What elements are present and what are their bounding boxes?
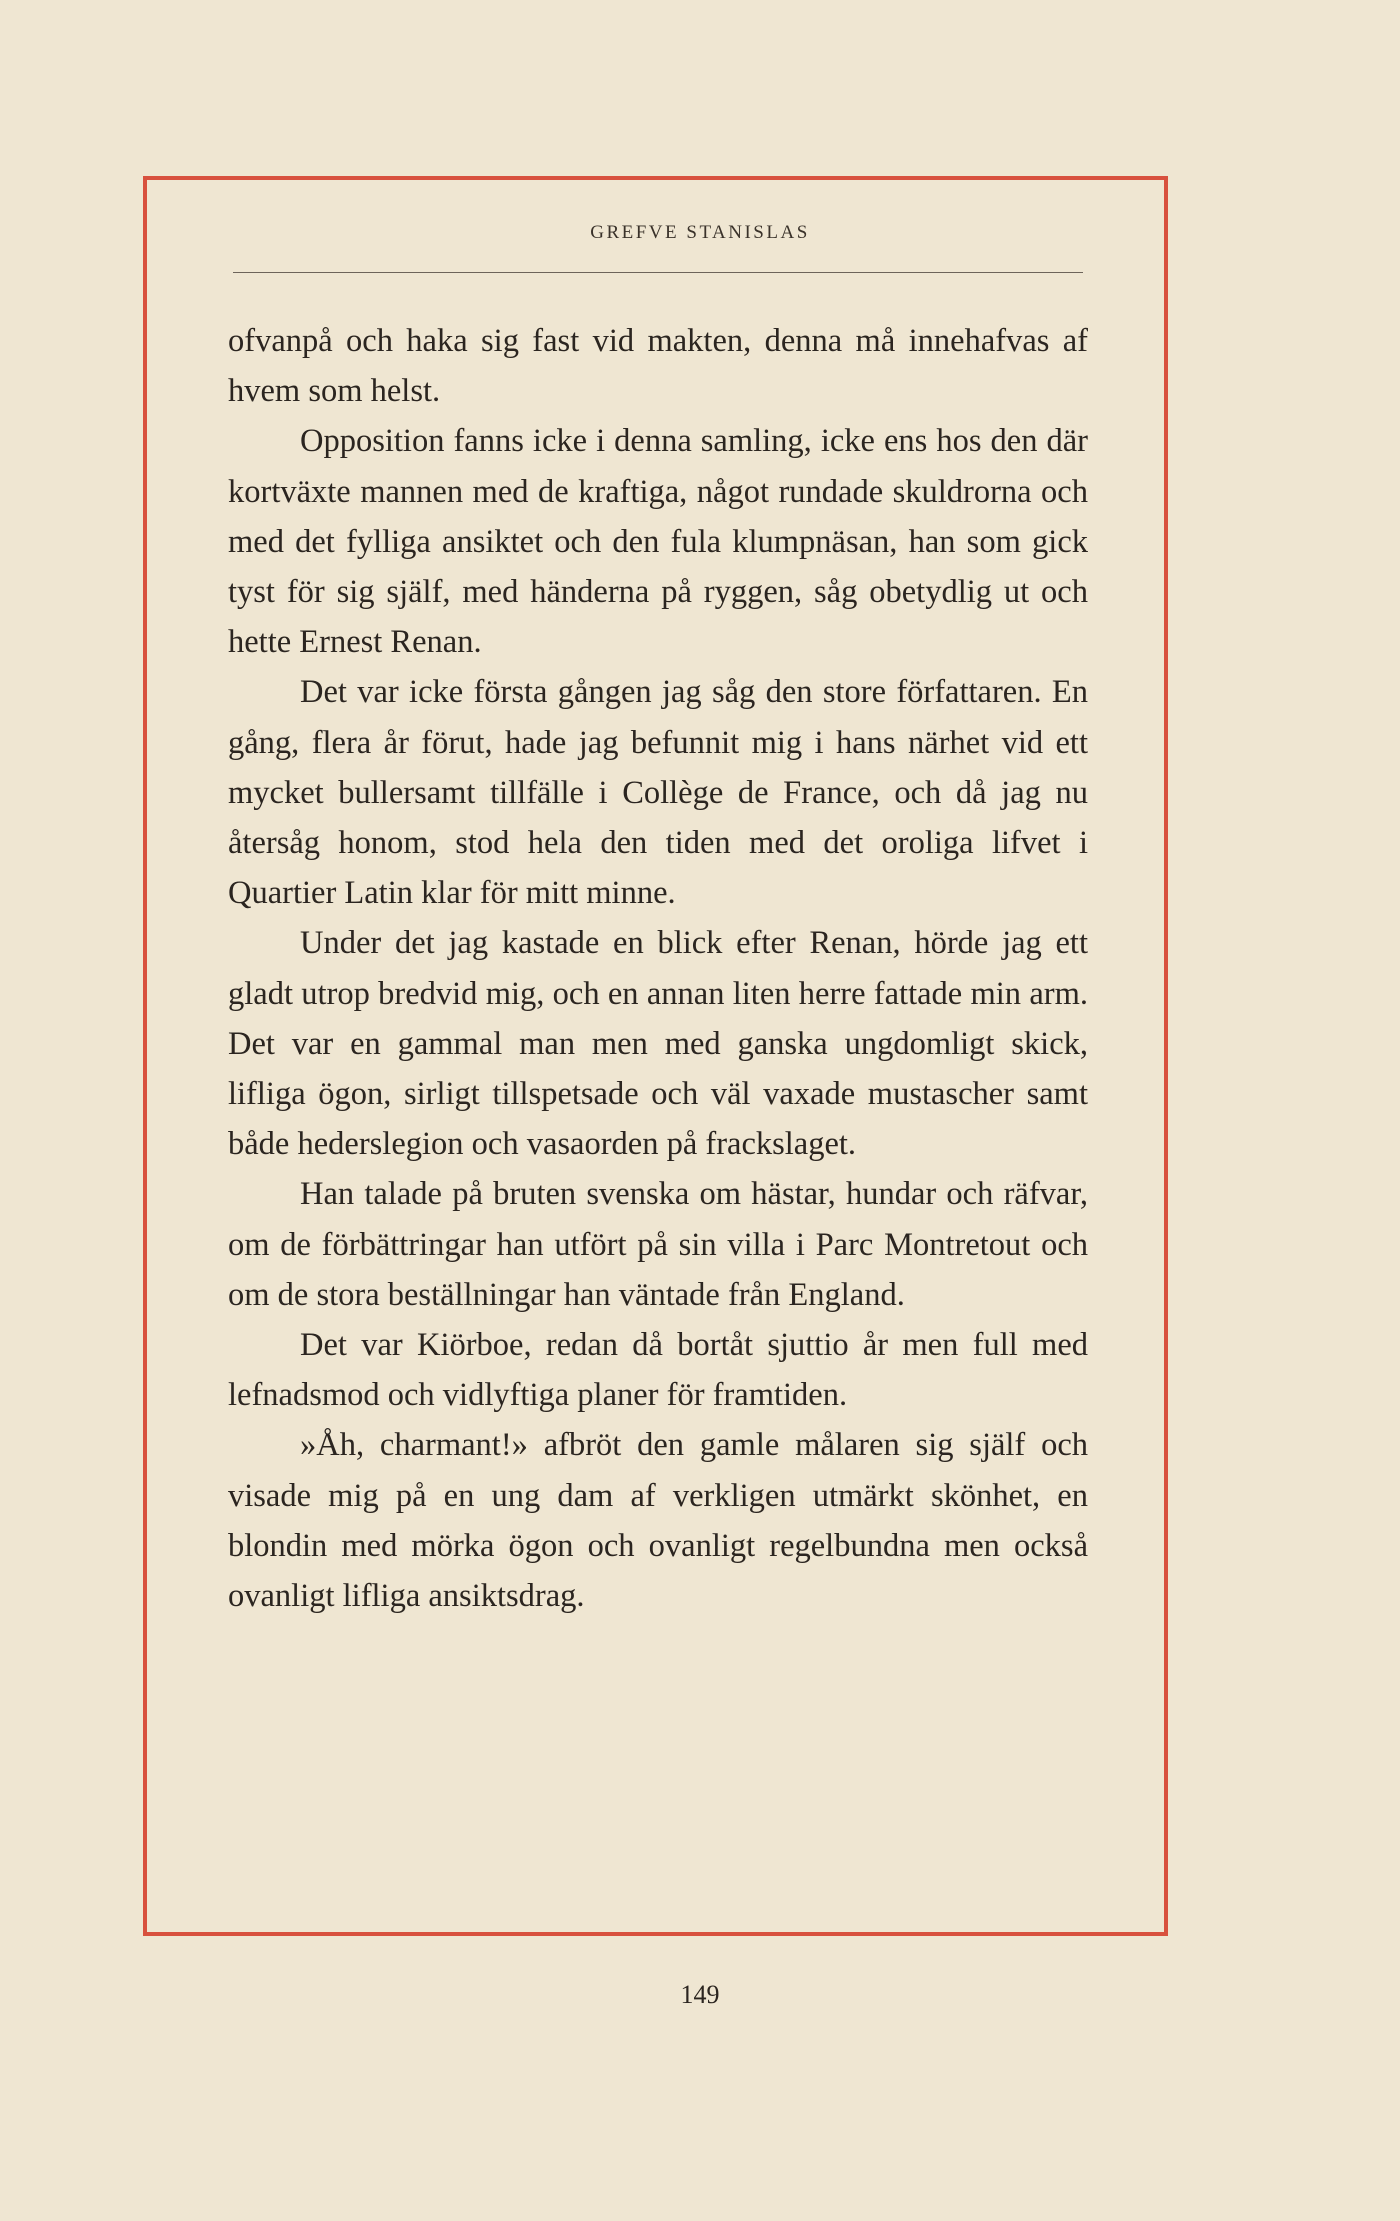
body-text (228, 316, 1088, 1621)
paragraph: Han talade på bruten svenska om hästar, hundar och räfvar, om de förbättringar han utfört på sin villa i Parc Montretout och om de stora beställningar han väntade från England. (228, 1176, 1088, 1313)
header-rule (233, 272, 1083, 273)
page-number: 149 (680, 1980, 720, 2009)
paragraph: Opposition fanns icke i denna samling, icke ens hos den där kortväxte mannen med de kraftiga, något rundade skuldrorna och med det fylliga ansiktet och den fula klumpnäsan, han som gick tyst för sig själf, med händerna på ryggen, såg obetydlig ut och hette Ernest Renan. (228, 423, 1088, 661)
paragraph: Det var Kiörboe, redan då bortåt sjuttio år men full med lefnadsmod och vidlyftiga planer för framtiden. (228, 1327, 1088, 1414)
paragraph: Under det jag kastade en blick efter Renan, hörde jag ett gladt utrop bredvid mig, och en annan liten herre fattade min arm. Det var en gammal man men med ganska ungdomligt skick, lifliga ögon, sirligt tillspetsade och väl vaxade mustascher samt både hederslegion och vasaorden på frackslaget. (228, 925, 1088, 1163)
paragraph: Det var icke första gången jag såg den store författaren. En gång, flera år förut, hade jag befunnit mig i hans närhet vid ett mycket bullersamt tillfälle i Collège de France, och då jag nu återsåg honom, stod hela den tiden med det oroliga lifvet i Quartier Latin klar för mitt minne. (228, 674, 1088, 912)
paragraph: ofvanpå och haka sig fast vid makten, denna må innehafvas af hvem som helst. (228, 323, 1088, 410)
paragraph: »Åh, charmant!» afbröt den gamle målaren sig själf och visade mig på en ung dam af verkligen utmärkt skönhet, en blondin med mörka ögon och ovanligt regelbundna men också ovanligt lifliga ansiktsdrag. (228, 1427, 1088, 1615)
running-head: GREFVE STANISLAS (590, 222, 810, 243)
